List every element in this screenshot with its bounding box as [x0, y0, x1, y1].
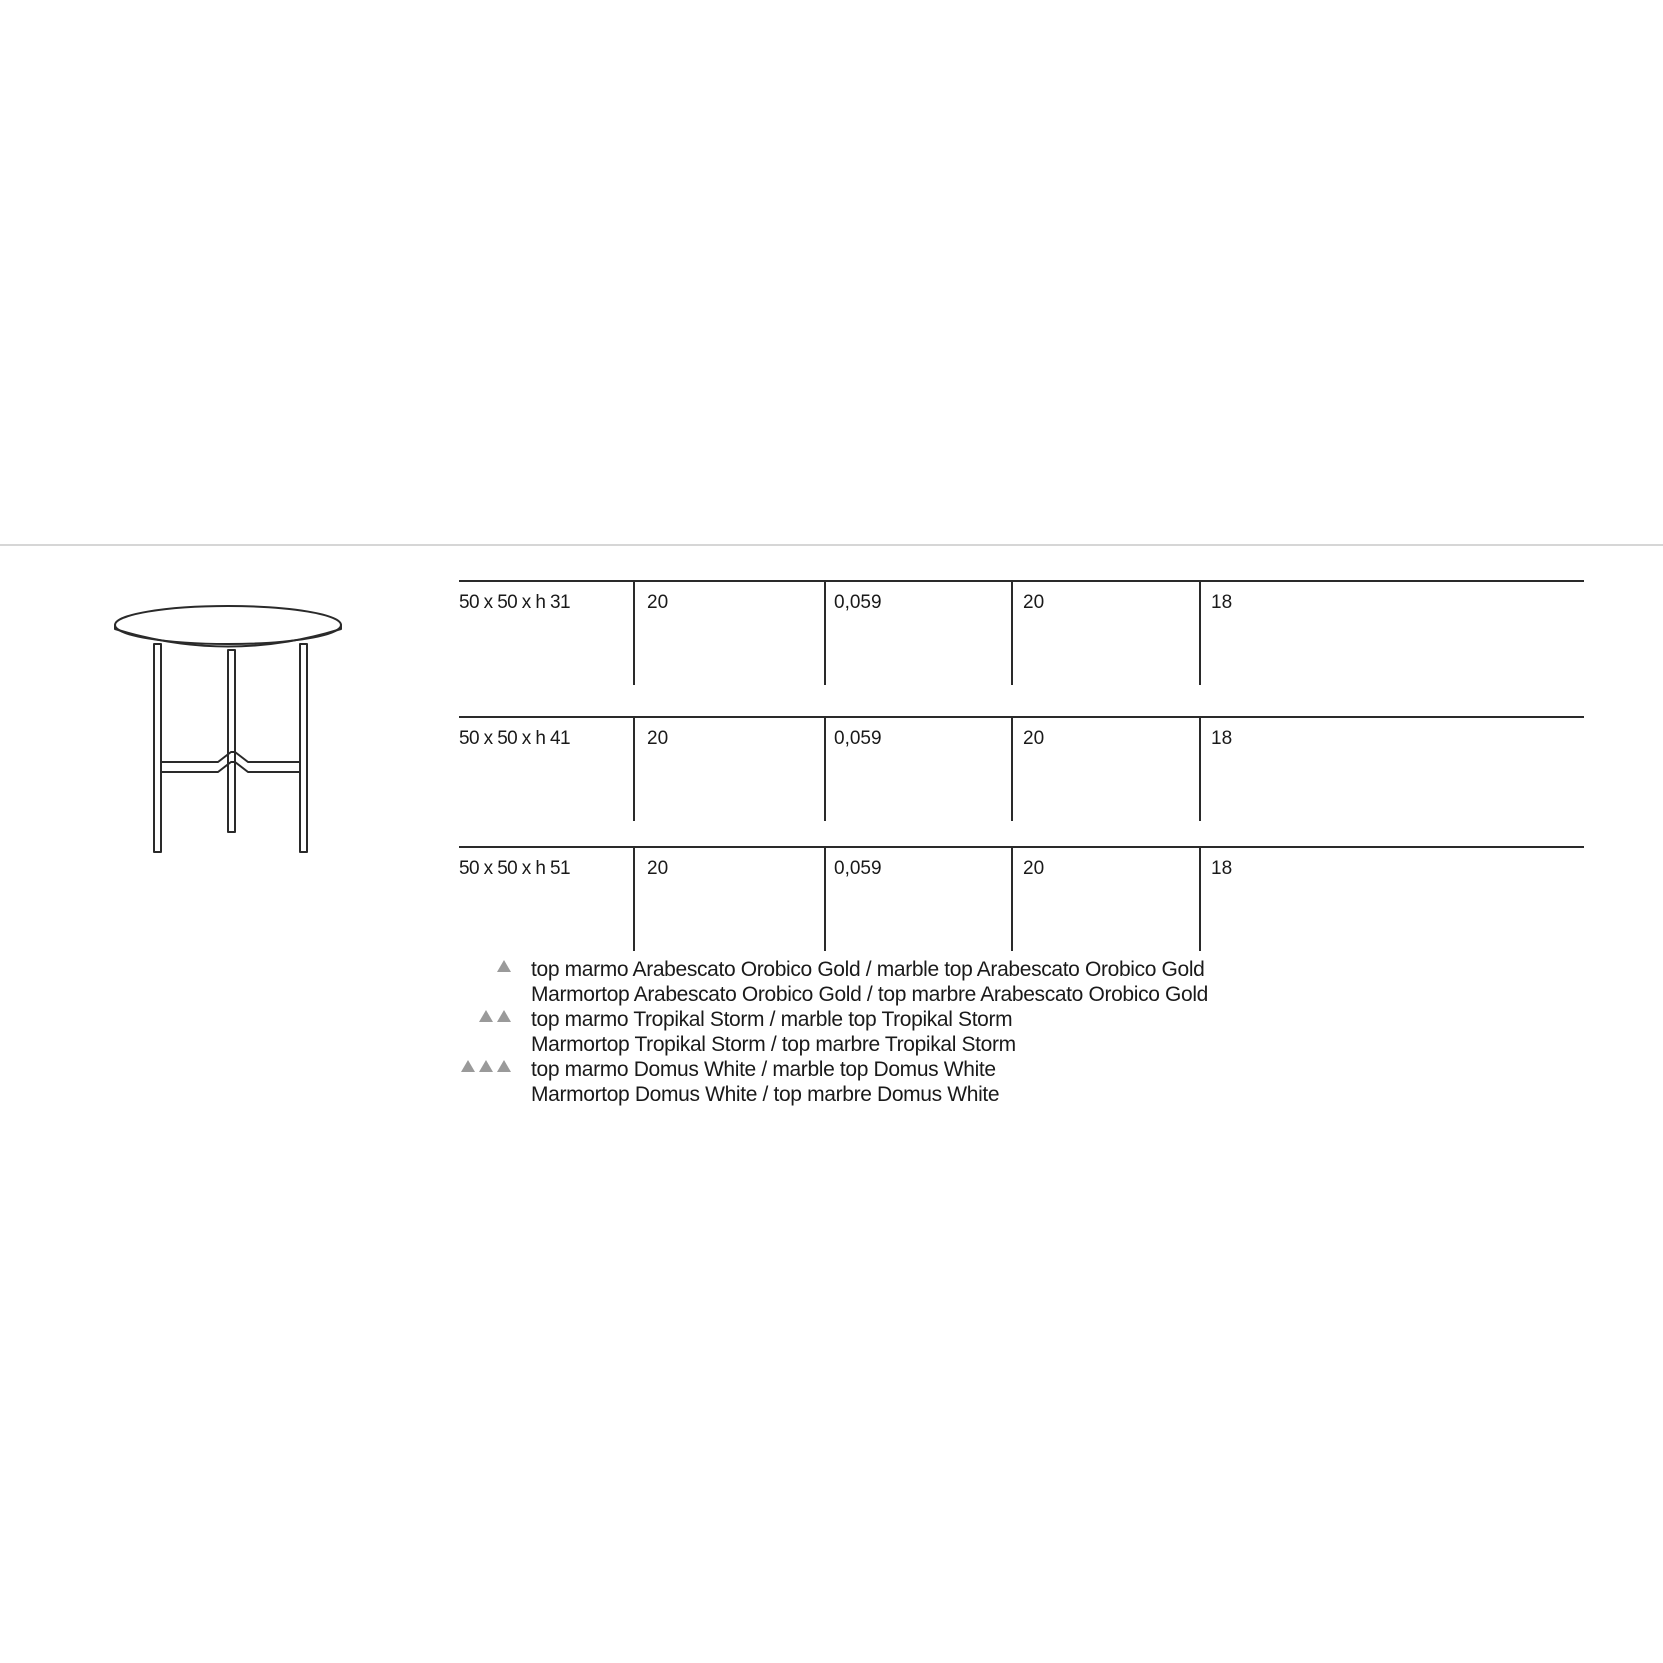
legend-line-2: Marmortop Domus White / top marbre Domus White [531, 1083, 1000, 1106]
spec-row-1 [459, 580, 1584, 685]
col1-value: 20 [647, 858, 669, 879]
dimensions-value: 50 x 50 x h 51 [459, 858, 570, 879]
col4-value: 18 [1211, 728, 1233, 749]
col1-value: 20 [647, 728, 669, 749]
col3-value: 20 [1023, 858, 1045, 879]
col2-value: 0,059 [834, 728, 882, 749]
dimensions-value: 50 x 50 x h 31 [459, 592, 570, 613]
row-rule [459, 846, 1584, 848]
page-divider [0, 544, 1663, 546]
triangle-marks [441, 1009, 511, 1027]
legend-line-1: top marmo Tropikal Storm / marble top Tropikal Storm [531, 1008, 1013, 1031]
legend-line-2: Marmortop Tropikal Storm / top marbre Tropikal Storm [531, 1033, 1016, 1056]
col4-value: 18 [1211, 592, 1233, 613]
legend-line-2: Marmortop Arabescato Orobico Gold / top marbre Arabescato Orobico Gold [531, 983, 1209, 1006]
triangle-marks [441, 959, 511, 977]
col4-value: 18 [1211, 858, 1233, 879]
triangle-icon [479, 1060, 493, 1072]
triangle-marks [441, 1059, 511, 1077]
dimensions-value: 50 x 50 x h 41 [459, 728, 570, 749]
legend-line-1: top marmo Domus White / marble top Domus White [531, 1058, 996, 1081]
col3-value: 20 [1023, 592, 1045, 613]
triangle-icon [497, 1060, 511, 1072]
spec-row-2 [459, 716, 1584, 821]
row-rule [459, 716, 1584, 718]
col3-value: 20 [1023, 728, 1045, 749]
spec-row-3 [459, 846, 1584, 951]
col2-value: 0,059 [834, 592, 882, 613]
side-table-drawing [108, 600, 348, 860]
col2-value: 0,059 [834, 858, 882, 879]
triangle-icon [497, 960, 511, 972]
legend-line-1: top marmo Arabescato Orobico Gold / marble top Arabescato Orobico Gold [531, 958, 1205, 981]
triangle-icon [461, 1060, 475, 1072]
triangle-icon [497, 1010, 511, 1022]
triangle-icon [479, 1010, 493, 1022]
row-rule [459, 580, 1584, 582]
col1-value: 20 [647, 592, 669, 613]
